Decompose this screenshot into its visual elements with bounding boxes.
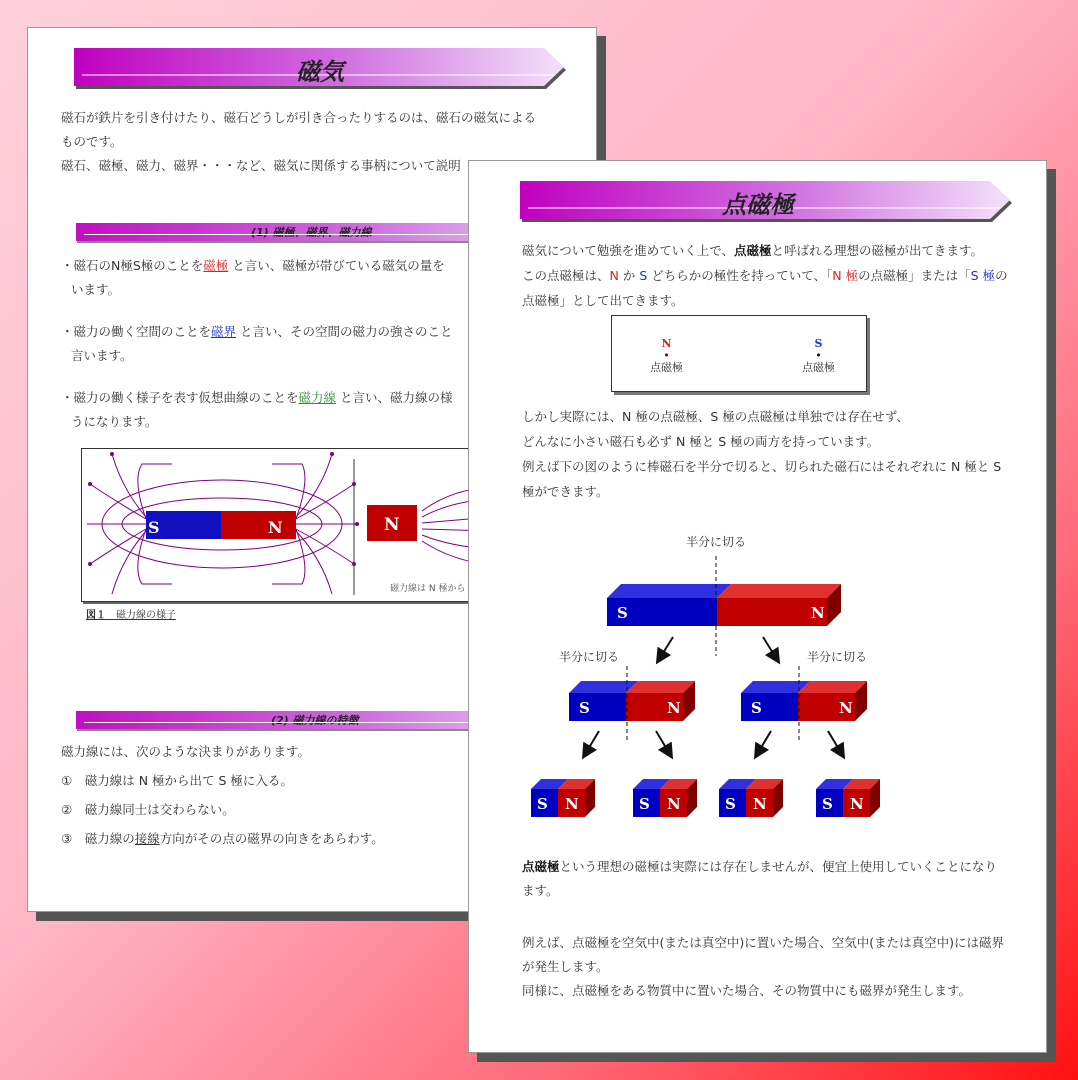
north-label: N <box>753 795 767 813</box>
paragraph: 同様に、点磁極をある物質中に置いた場合、その物質中にも磁界が発生します。 <box>522 983 972 998</box>
bar-magnet <box>607 584 841 626</box>
rules-intro: 磁力線には、次のような決まりがあります。 <box>61 744 311 759</box>
paragraph: が発生します。 <box>522 959 609 974</box>
page-title: 磁気 <box>296 57 344 86</box>
north-label: N <box>667 795 681 813</box>
bullet-cont: 言います。 <box>71 348 133 363</box>
paragraph: 極ができます。 <box>522 484 609 499</box>
intro-line: 磁石、磁極、磁力、磁界・・・など、磁気に関係する事柄について説明 <box>61 158 461 173</box>
bar-magnet <box>531 779 595 817</box>
bar-magnet <box>741 681 867 721</box>
paragraph: 例えば下の図のように棒磁石を半分で切ると、切られた磁石にはそれぞれに N 極と S <box>522 459 1002 474</box>
south-label: S <box>617 604 628 622</box>
north-label: N <box>667 699 681 717</box>
north-label: N <box>811 604 825 622</box>
paragraph: 点磁極という理想の磁極は実際には存在しませんが、便宜上使用していくことになり <box>522 859 998 874</box>
north-label: N <box>565 795 579 813</box>
bullet: ・磁力の働く様子を表す仮想曲線のことを磁力線 と言い、磁力線の様 <box>61 390 453 405</box>
paragraph-cont: 点磁極」として出てきます。 <box>522 293 684 308</box>
bar-magnet <box>569 681 695 721</box>
bullet: ・磁力の働く空間のことを磁界 と言い、その空間の磁力の強さのこと <box>61 324 453 339</box>
bar-magnet <box>719 779 783 817</box>
title-banner <box>74 48 566 86</box>
north-point-pole: N • 点磁極 <box>650 337 683 374</box>
south-label: S <box>537 795 548 813</box>
paragraph: 例えば、点磁極を空気中(または真空中)に置いた場合、空気中(または真空中)には磁界 <box>522 935 1005 950</box>
document-page-point-pole <box>468 160 1047 1053</box>
figure-note: 磁力線は N 極から <box>390 584 466 594</box>
paragraph: この点磁極は、N か S どちらかの極性を持っていて、「N 極の点磁極」または「S 極の <box>522 268 1008 283</box>
south-label: S <box>822 795 833 813</box>
intro-line: ものです。 <box>61 134 123 149</box>
cut-label: 半分に切る <box>558 650 620 664</box>
bullet-cont: います。 <box>71 282 121 297</box>
paragraph: しかし実際には、N 極の点磁極、S 極の点磁極は単独では存在せず、 <box>522 409 909 424</box>
south-label: S <box>639 795 650 813</box>
paragraph: どんなに小さい磁石も必ず N 極と S 極の両方を持っています。 <box>522 434 880 449</box>
south-label: S <box>148 518 160 537</box>
paragraph-cont: ます。 <box>522 883 559 898</box>
figure-caption: 図１ 磁力線の様子 <box>86 610 176 621</box>
north-label: N <box>384 515 400 535</box>
south-label: S <box>579 699 590 717</box>
term-link[interactable]: 磁界 <box>211 324 237 339</box>
bar-magnet <box>816 779 880 817</box>
south-point-pole: S • 点磁極 <box>802 337 835 374</box>
rule-item: ① 磁力線は N 極から出て S 極に入る。 <box>61 773 293 788</box>
north-label: N <box>839 699 853 717</box>
rule-item: ② 磁力線同士は交わらない。 <box>61 802 235 817</box>
term-link[interactable]: 磁極 <box>203 258 229 273</box>
paragraph: 磁気について勉強を進めていく上で、点磁極と呼ばれる理想の磁極が出てきます。 <box>522 243 984 258</box>
north-label: N <box>268 518 283 537</box>
cut-label: 半分に切る <box>806 650 868 664</box>
section-title: (1) 磁極、磁界、磁力線 <box>251 226 372 239</box>
page-title: 点磁極 <box>722 190 794 219</box>
section-title: (2) 磁力線の特徴 <box>271 714 359 727</box>
north-label: N <box>850 795 864 813</box>
bullet: ・磁石のN極S極のことを磁極 と言い、磁極が帯びている磁気の量を <box>61 258 445 273</box>
cut-label: 半分に切る <box>685 535 747 549</box>
bar-magnet <box>633 779 697 817</box>
bullet-cont: うになります。 <box>71 414 158 429</box>
magnet-cutting-diagram <box>469 161 1047 1053</box>
rule-item: ③ 磁力線の接線方向がその点の磁界の向きをあらわす。 <box>61 831 384 846</box>
term-link[interactable]: 磁力線 <box>298 390 337 405</box>
intro-line: 磁石が鉄片を引き付けたり、磁石どうしが引き合ったりするのは、磁石の磁気による <box>61 110 537 125</box>
south-label: S <box>725 795 736 813</box>
south-label: S <box>751 699 762 717</box>
